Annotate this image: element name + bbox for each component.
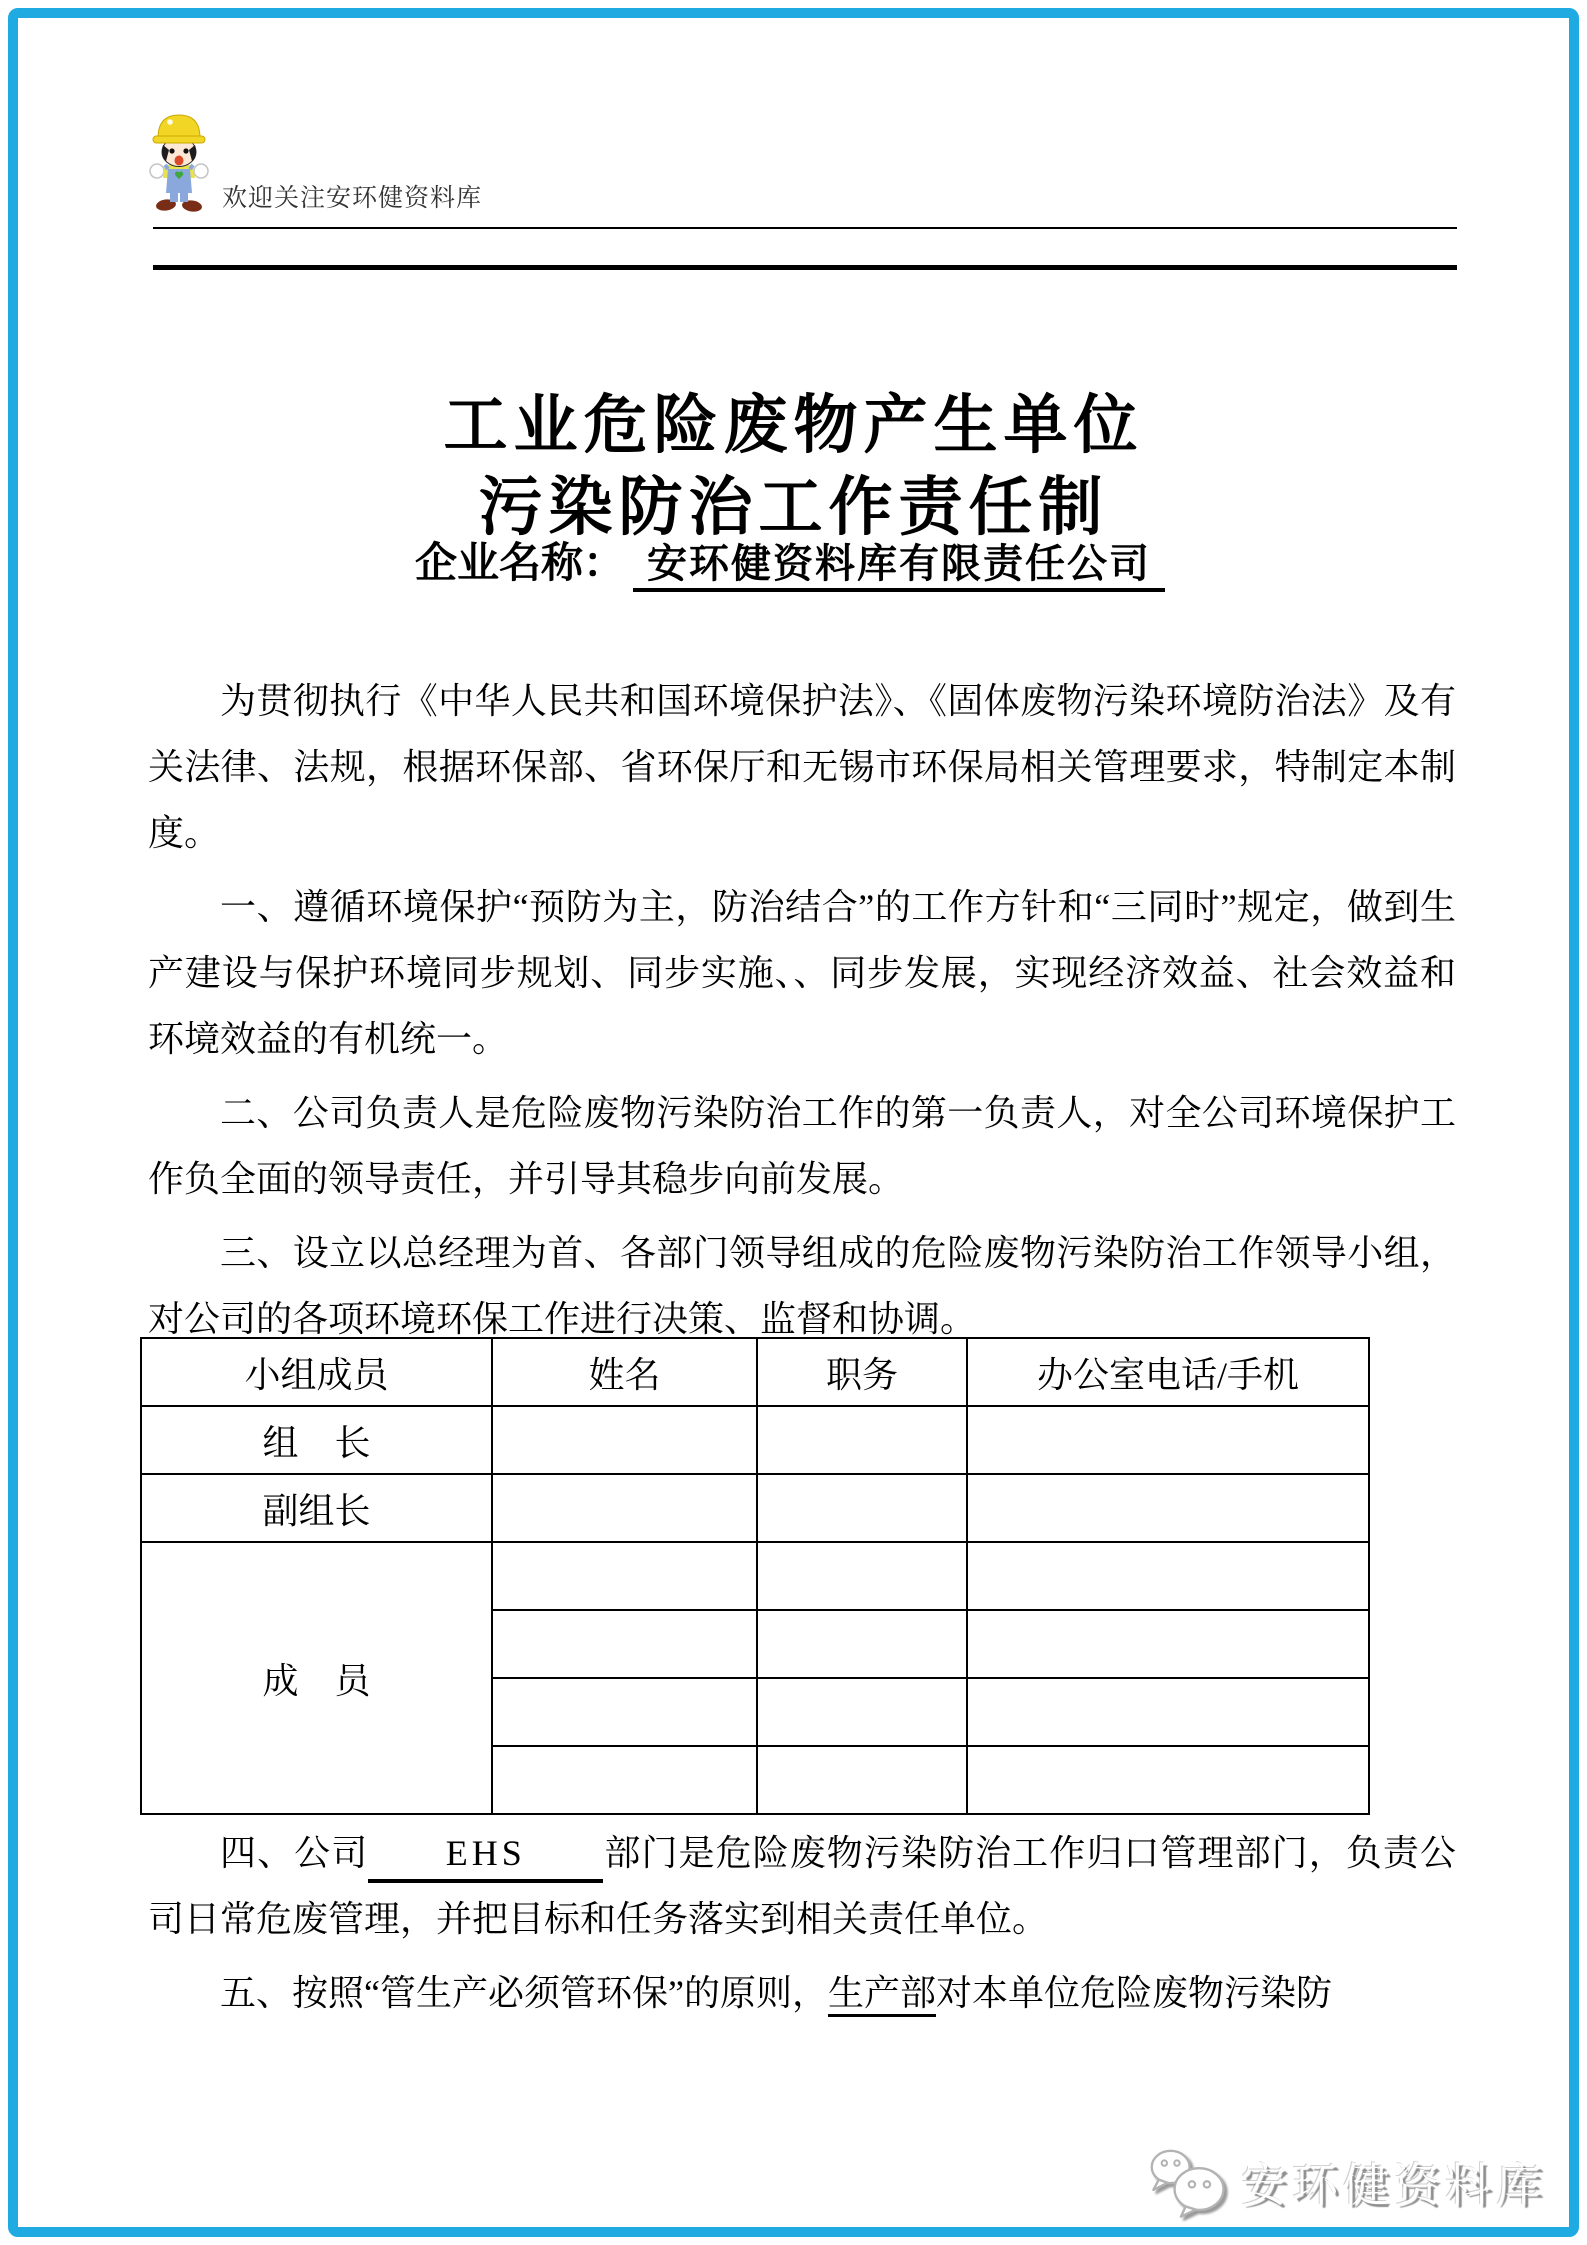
leadership-group-table [140,1337,1370,1815]
row-label-member: 成 员 [141,1542,492,1814]
text-segment: 部门是危险废物污染防治工作归口管理部门，负责公司日常危废管理，并把目标和任务落实到相关责任单位。 [148,1833,1456,1939]
col-header-group-member: 小组成员 [141,1338,492,1406]
text-segment: 四、公司 [220,1833,369,1873]
table-cell-empty [757,1474,967,1542]
text-segment: 为贯彻执行《中华人民共和国环境保护法》、《固体废物污染环境防治法》及有关法律、法规，根据环保部、省环保厅和无锡市环保局相关管理要求，特制定本制度。 [148,681,1456,853]
table-cell-empty [757,1746,967,1814]
wechat-icon [1147,2144,1229,2220]
doc-title-line2: 污染防治工作责任制 [478,471,1109,543]
company-name-value: 安环健资料库有限责任公司 [633,542,1165,592]
table-cell-empty [967,1406,1369,1474]
header-tagline: 欢迎关注安环健资料库 [222,184,483,212]
footer-brand [1147,2140,1547,2224]
table-cell-empty [492,1474,757,1542]
body-text-before-table [148,668,1456,1360]
construction-worker-mascot-icon [146,108,212,212]
paragraph [148,1080,1456,1212]
text-segment: 对本单位危险废物污染防 [935,1973,1332,2013]
table-cell-empty [757,1610,967,1678]
text-segment: 五、按照“管生产必须管环保”的原则， [220,1973,828,2013]
col-header-name: 姓名 [492,1338,757,1406]
table-cell-empty [492,1406,757,1474]
table-cell-empty [757,1406,967,1474]
body-text-after-table [148,1820,1456,2034]
table-row-leader [141,1406,1369,1474]
paragraph [148,668,1456,866]
footer-brand-text: 安环健资料库 [1241,2160,1547,2211]
table-cell-empty [967,1474,1369,1542]
table-cell-empty [967,1678,1369,1746]
col-header-phone: 办公室电话/手机 [967,1338,1369,1406]
company-name-line [415,530,1165,590]
text-segment: 二、公司负责人是危险废物污染防治工作的第一负责人，对全公司环境保护工作负全面的领导责任，并引导其稳步向前发展。 [148,1093,1456,1199]
paragraph [148,1960,1456,2026]
text-segment: 一、遵循环境保护“预防为主，防治结合”的工作方针和“三同时”规定，做到生产建设与保护环境同步规划、同步实施、、同步发展，实现经济效益、社会效益和环境效益的有机统一。 [148,887,1456,1059]
underlined-text: 生产部 [828,1973,936,2017]
table-cell-empty [967,1746,1369,1814]
table-cell-empty [967,1610,1369,1678]
paragraph [148,1820,1456,1952]
paragraph [148,1220,1456,1352]
table-cell-empty [492,1542,757,1610]
table-cell-empty [492,1678,757,1746]
table-cell-empty [757,1678,967,1746]
doc-title-line1: 工业危险废物产生单位 [443,389,1144,461]
text-segment: 三、设立以总经理为首、各部门领导组成的危险废物污染防治工作领导小组，对公司的各项环境环保工作进行决策、监督和协调。 [148,1233,1456,1339]
col-header-position: 职务 [757,1338,967,1406]
header-divider-thick [153,265,1457,270]
table-cell-empty [757,1542,967,1610]
table-header-row [141,1338,1369,1406]
fill-in-blank: EHS [368,1827,603,1883]
table-cell-empty [492,1746,757,1814]
table-cell-empty [492,1610,757,1678]
table-cell-empty [967,1542,1369,1610]
paragraph [148,874,1456,1072]
table-row-member [141,1542,1369,1610]
header-divider-thin [153,227,1457,229]
company-name-label: 企业名称： [415,539,626,586]
row-label-leader: 组 长 [141,1406,492,1474]
table-row-deputy [141,1474,1369,1542]
row-label-deputy: 副组长 [141,1474,492,1542]
